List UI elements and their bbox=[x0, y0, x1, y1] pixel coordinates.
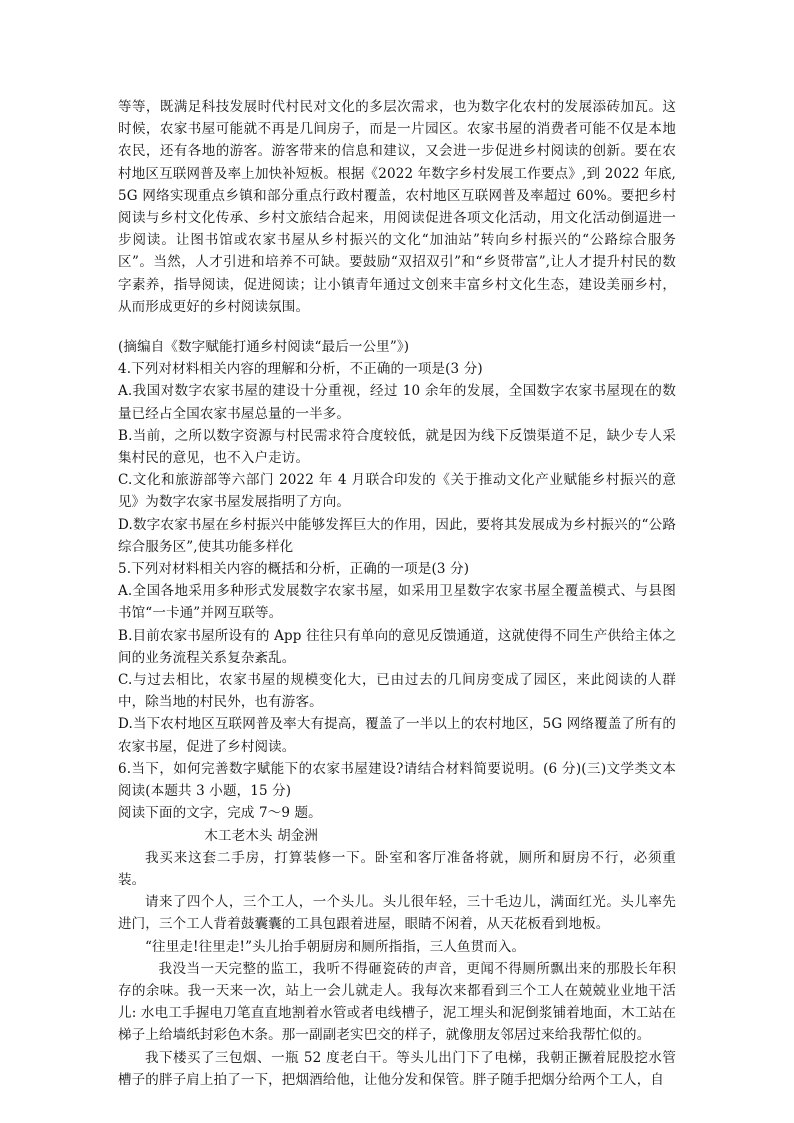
question-5-option-d: D.当下农村地区互联网普及率大有提高，覆盖了一半以上的农村地区，5G 网络覆盖了所有的农家书屋，促进了乡村阅读。 bbox=[118, 716, 676, 755]
story-paragraph-5: 我下楼买了三包烟、一瓶 52 度老白干。等头儿出门下了电梯，我朝正撅着屁股挖水管槽子的胖子肩上拍了一下，把烟酒给他，让他分发和保管。胖子随手把烟分给两个工人，自 bbox=[118, 1049, 676, 1088]
question-4-stem: 4.下列对材料相关内容的理解和分析，不正确的一项是(3 分) bbox=[118, 361, 483, 378]
story-paragraph-4: 我没当一天完整的监工，我听不得砸瓷砖的声音，更闻不得厕所飘出来的那股长年积存的余味。我一天来一次，站上一会儿就走人。我每次来都看到三个工人在兢兢业业地干活儿: 水电工手握电刀笔直直地割着水管或者电线槽子，泥工埋头和泥倒浆铺着地面，木工站在梯子上给墙纸封彩色木条。那一副副老实巴交的样子，就像朋友邻居过来给我帮忙似的。 bbox=[118, 960, 676, 1044]
source-citation: (摘编自《数字赋能打通乡村阅读“最后一公里”》) bbox=[118, 339, 410, 356]
story-paragraph-1: 我买来这套二手房，打算装修一下。卧室和客厅准备将就，厕所和厨房不行，必须重装。 bbox=[118, 849, 676, 888]
question-4-option-a: A.我国对数字农家书屋的建设十分重视，经过 10 余年的发展，全国数字农家书屋现在的数量已经占全国农家书屋总量的一半多。 bbox=[118, 383, 676, 422]
story-paragraph-3: “往里走!往里走!”头儿抬手朝厨房和厕所指指，三人鱼贯而入。 bbox=[145, 938, 526, 955]
question-4-option-d: D.数字农家书屋在乡村振兴中能够发挥巨大的作用，因此，要将其发展成为乡村振兴的“公路综合服务区”,使其功能多样化 bbox=[118, 516, 676, 555]
paragraph-gap bbox=[118, 318, 676, 336]
reading-instruction: 阅读下面的文字，完成 7～9 题。 bbox=[118, 805, 322, 822]
question-5-option-c: C.与过去相比，农家书屋的规模变化大，已由过去的几间房变成了园区，来此阅读的人群中，除当地的村民外，也有游客。 bbox=[118, 672, 676, 711]
question-5-option-a: A.全国各地采用多种形式发展数字农家书屋，如采用卫星数字农家书屋全覆盖模式、与县图书馆“一卡通”并网互联等。 bbox=[118, 583, 676, 622]
question-6-and-section-heading: 6.当下，如何完善数字赋能下的农家书屋建设?请结合材料简要说明。(6 分)(三)文学类文本阅读(本题共 3 小题，15 分) bbox=[118, 760, 676, 800]
question-5-stem: 5.下列对材料相关内容的概括和分析，正确的一项是(3 分) bbox=[118, 561, 470, 578]
question-4-option-c: C.文化和旅游部等六部门 2022 年 4 月联合印发的《关于推动文化产业赋能乡村振兴的意见》为数字农家书屋发展指明了方向。 bbox=[118, 472, 676, 511]
material-closing-paragraph: 等等，既满足科技发展时代村民对文化的多层次需求，也为数字化农村的发展添砖加瓦。这时候，农家书屋可能就不再是几间房子，而是一片园区。农家书屋的消费者可能不仅是本地农民，还有各地的游客。游客带来的信息和建议，又会进一步促进乡村阅读的创新。要在农村地区互联网普及率上加快补短板。根据《2022 年数字乡村发展工作要点》,到 2022 年底,5G 网络实现重点乡镇和部分重点行政村覆盖，农村地区互联网普及率超过 60%。要把乡村阅读与乡村文化传承、乡村文旅结合起来，用阅读促进各项文化活动，用文化活动倒逼进一步阅读。让图书馆或农家书屋从乡村振兴的文化“加油站”转向乡村振兴的“公路综合服务区”。当然，人才引进和培养不可缺。要鼓励“双招双引”和“乡贤带富”,让人才提升村民的数字素养，指导阅读，促进阅读；让小镇青年通过文创来丰富乡村文化生态，建设美丽乡村，从而形成更好的乡村阅读氛围。 bbox=[118, 99, 676, 315]
question-4-option-b: B.当前，之所以数字资源与村民需求符合度较低，就是因为线下反馈渠道不足，缺少专人采集村民的意见，也不入户走访。 bbox=[118, 427, 676, 467]
story-title: 木工老木头 胡金洲 bbox=[204, 827, 319, 844]
question-5-option-b: B.目前农家书屋所设有的 App 往往只有单向的意见反馈通道，这就使得不同生产供给主体之间的业务流程关系复杂紊乱。 bbox=[118, 627, 676, 666]
story-paragraph-2: 请来了四个人，三个工人，一个头儿。头儿很年轻，三十毛边儿，满面红光。头儿率先进门，三个工人背着鼓囊囊的工具包跟着进屋，眼睛不闲着，从天花板看到地板。 bbox=[118, 894, 676, 933]
